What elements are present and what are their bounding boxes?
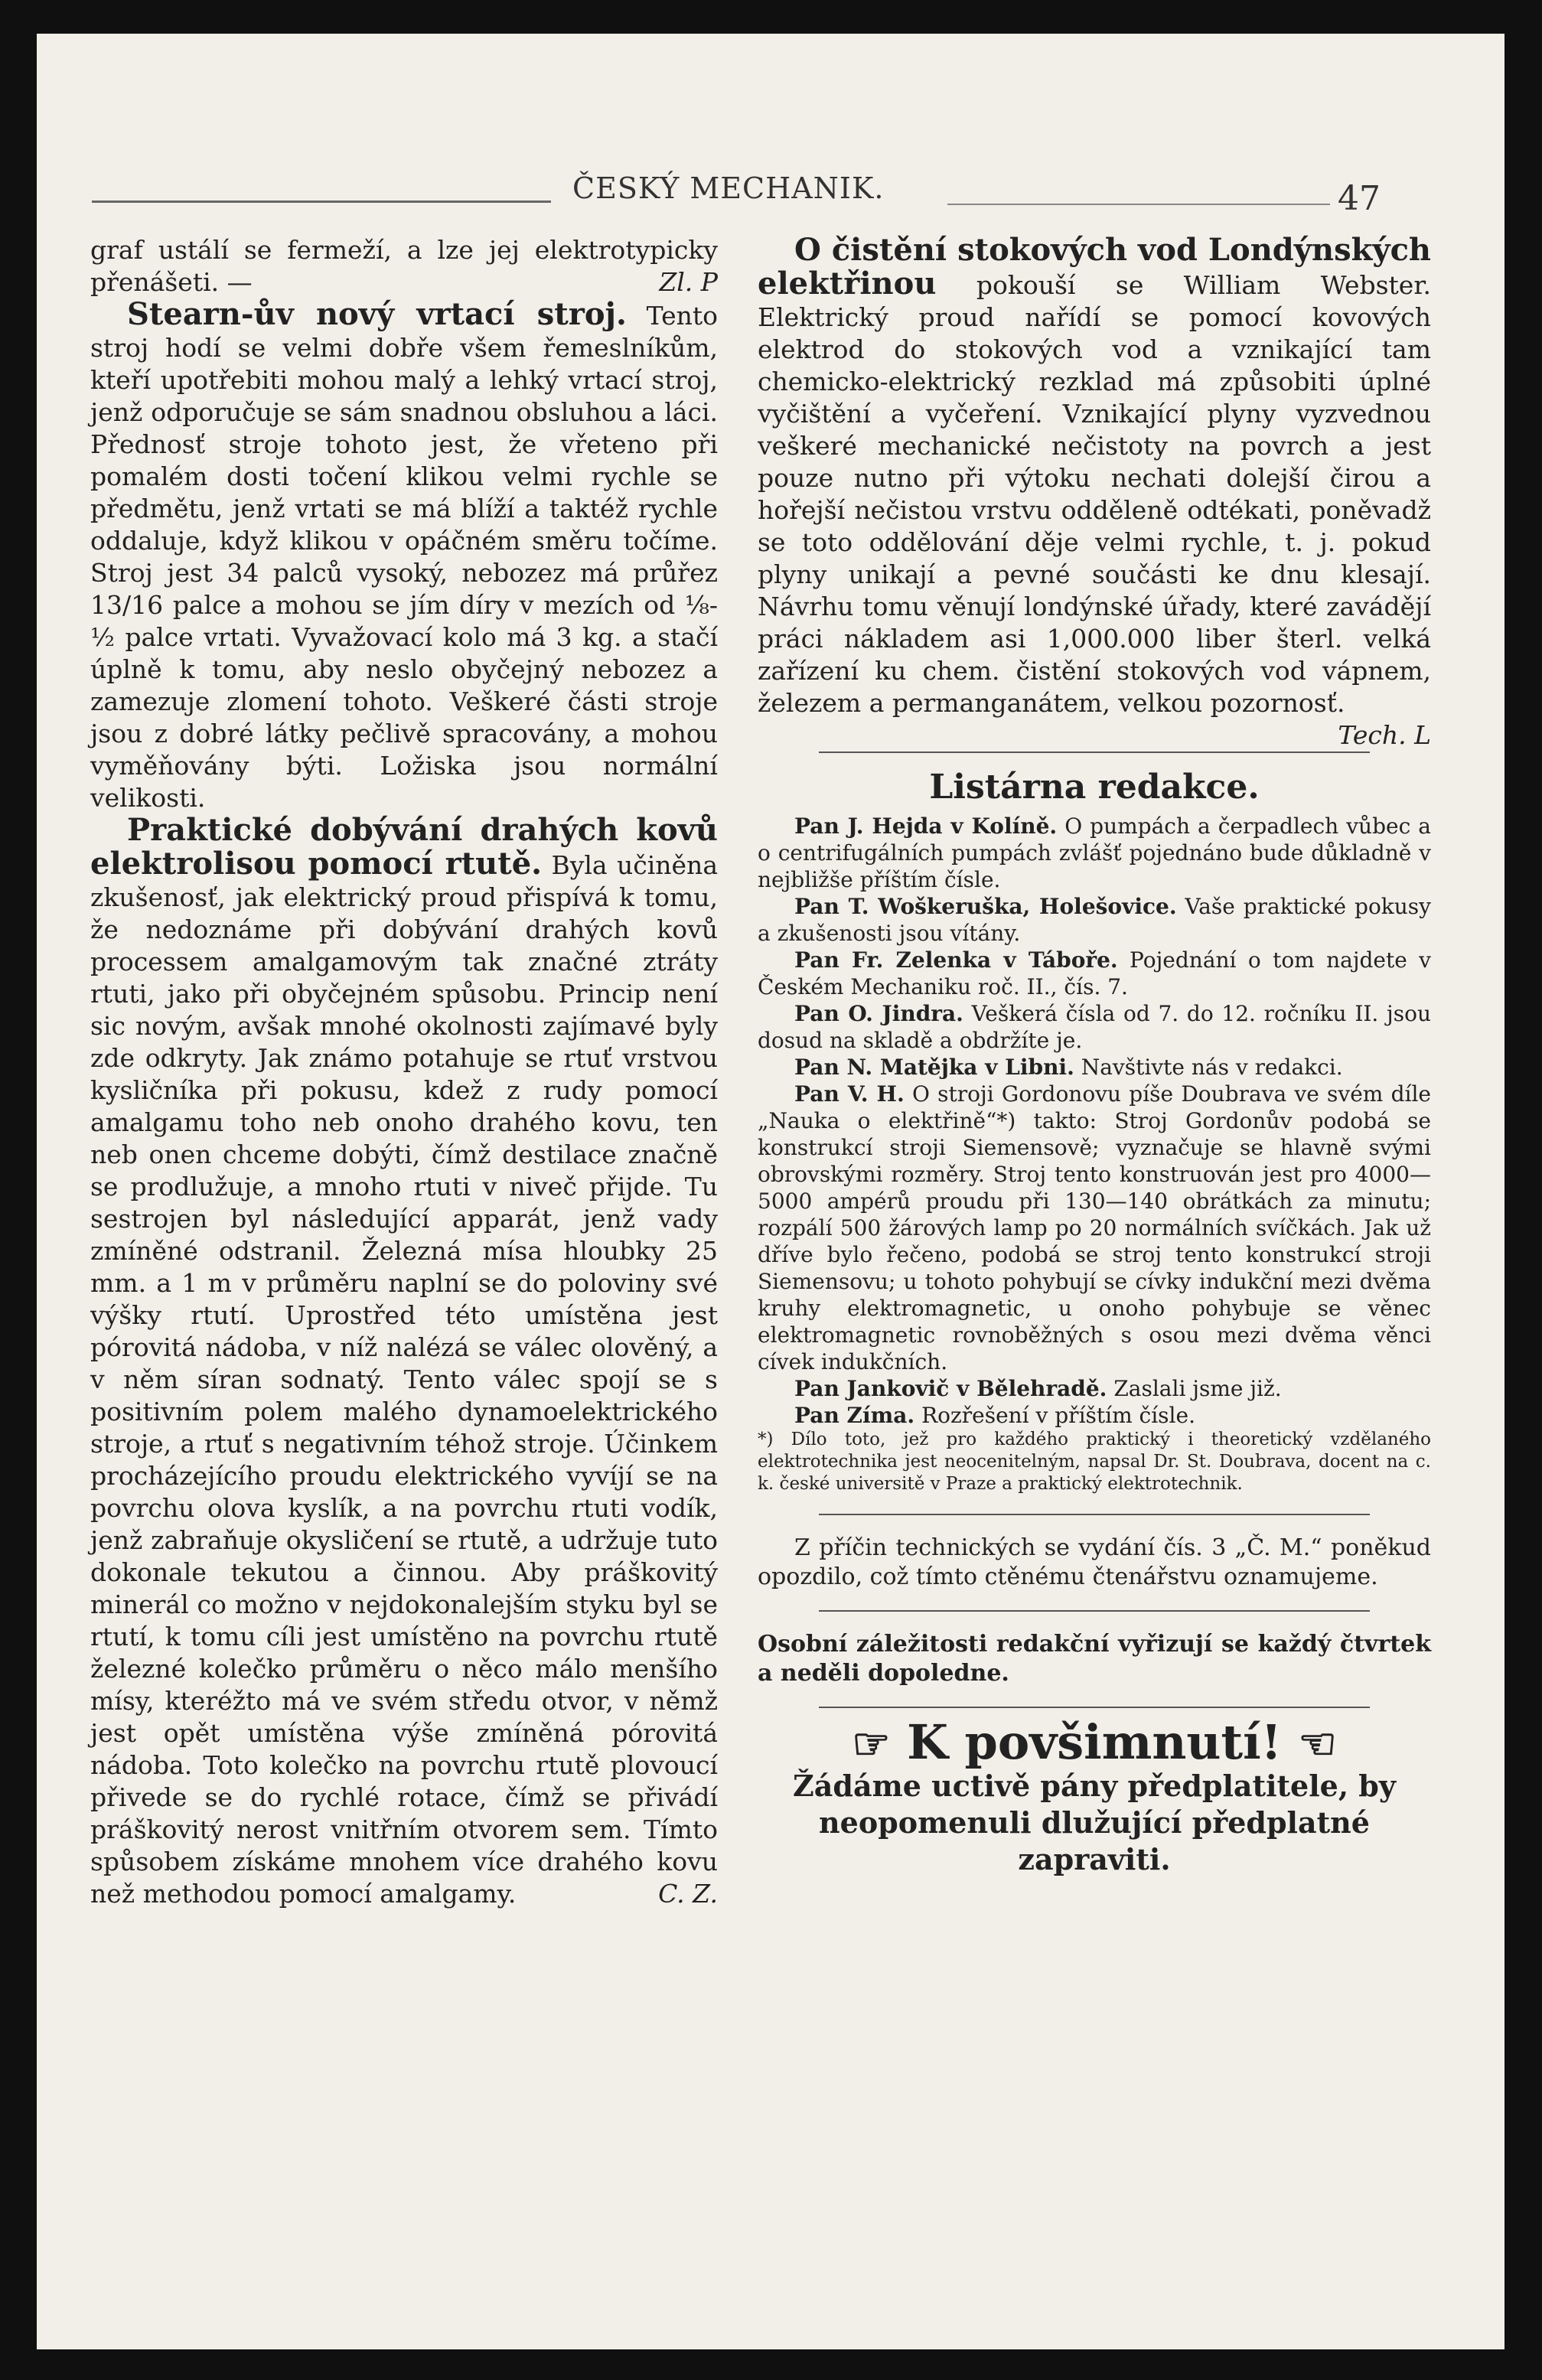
article-body: Tento stroj hodí se velmi dobře všem řemeslníkům, kteří upotřebiti mohou malý a lehký vrtací stroj, jenž odporučuje se sám snadnou obsluhou a láci. Přednosť stroje tohoto jest, že vřeteno při pomalém dosti točení klikou velmi rychle se předmětu, jenž vrtati se má blíží a taktéž rychle oddaluje, když klikou v opáčném směru točíme. Stroj jest 34 palců vysoký, nebozez má průřez 13/16 palce a mohou se jím díry v mezích od ⅛-½ palce vrtati. Vyvažovací kolo má 3 kg. a stačí úplně k tomu, aby neslo obyčejný nebozez a zamezuje zlomení tohoto. Veškeré části stroje jsou z dobré látky pečlivě spracovány, a mohou vyměňovány býti. Ložiska jsou normální velikosti. [90, 301, 718, 813]
section-rule [819, 1514, 1370, 1515]
letters-title: Listárna redakce. [929, 768, 1260, 807]
letter-recipient: Pan N. Matějka v Libni. [794, 1055, 1074, 1080]
letter-item [758, 1402, 1431, 1429]
section-rule [819, 751, 1370, 753]
letter-text: O stroji Gordonovu píše Doubrava ve svém díle „Nauka o elektřině“*) takto: Stroj Gordonův podobá se konstrukcí stroji Siemensově; vyznačuje se hlavně svými obrovskými rozměry. Stroj tento konstruován jest pro 4000—5000 ampérů proudu při 130—140 obrátkách za minutu; rozpálí 500 žárových lamp po 20 normálních svíčkách. Jak už dříve bylo řečeno, podobá se stroj tento konstrukcí stroji Siemensovu; u tohoto pohybují se cívky indukční mezi dvěma kruhy elektromagnetic, u onoho pohybuje se věnec elektromagnetic rovnoběžných s osou mezi dvěma věnci cívek indukčních. [758, 1081, 1431, 1374]
notice-office-hours: Osobní záležitosti redakční vyřizují se každý čtvrtek a neděli dopoledne. [758, 1631, 1431, 1687]
article-london [758, 232, 1431, 750]
letter-item [758, 1081, 1431, 1375]
letter-item [758, 893, 1431, 947]
signature: Tech. L [1338, 720, 1431, 750]
article-body: Byla učiněna zkušenosť, jak elektrický proud přispívá k tomu, že nedoznáme při dobývání drahých kovů processem amalgamovým tak značné ztráty rtuti, jako při obyčejném spůsobu. Princip není sic novým, avšak mnohé okolnosti zajímavé byly zde odkryty. Jak známo potahuje se rtuť vrstvou kysličníka při pokusu, kdež z rudy pomocí amalgamu toho neb onoho drahého kovu, ten neb onen chceme dobýti, čímž destilace značně se prodlužuje, a mnoho rtuti v niveč přijde. Tu sestrojen byl následující apparát, jenž vady zmíněné odstranil. Železná mísa hloubky 25 mm. a 1 m v průměru naplní se do poloviny své výšky rtutí. Uprostřed této umístěna jest pórovitá nádoba, v níž nalézá se válec olověný, a v něm síran sodnatý. Tento válec spojí se s positivním polem malého dynamoelektrického stroje, a rtuť s negativním téhož stroje. Účinkem procházejícího proudu elektrického vyvíjí se na povrchu olova kyslík, a na povrchu rtuti vodík, jenž zabraňuje okysličení se rtutě, a udržuje tuto dokonale tekutou a činnou. Aby práškovitý minerál co možno v nejdokonalejším styku byl se rtutí, k tomu cíli jest umístěno na povrchu rtutě železné kolečko průměru o něco málo menšího mísy, kteréžto má ve svém středu otvor, v němž jest opět umístěna výše zmíněná pórovitá nádoba. Toto kolečko na povrchu rtutě plovoucí přivede se do rychlé rotace, čímž se přivádí práškovitý nerost vnitřním otvorem sem. Tímto spůsobem získáme mnohem více drahého kovu než methodou pomocí amalgamy. [90, 850, 718, 1909]
attention-banner [758, 1714, 1431, 1770]
letter-text: Rozřešení v příštím čísle. [921, 1403, 1195, 1428]
letter-item [758, 947, 1431, 1000]
closing-appeal: Žádáme uctivě pány předplatitele, by neopomenuli dlužující předplatné zapraviti. [793, 1769, 1396, 1876]
letter-recipient: Pan Jankovič v Bělehradě. [794, 1376, 1107, 1401]
header-rule [947, 204, 1330, 205]
letters-list [758, 813, 1431, 1429]
footnote: *) Dílo toto, jež pro každého praktický i theoretický vzdělaného elektrotechnika jest neocenitelným, napsal Dr. St. Doubrava, docent na c. k. české universitě v Praze a praktický elektrotechnik. [758, 1430, 1431, 1494]
running-title: ČESKÝ MECHANIK. [572, 171, 885, 205]
section-rule [819, 1707, 1370, 1708]
article-heading: O čistění stokových vod Londýnských elektřinou [758, 232, 1431, 302]
article-heading: Stearn-ův nový vrtací stroj. [127, 296, 627, 332]
letter-text: Navštivte nás v redakci. [1081, 1055, 1343, 1080]
article-stearn [90, 298, 718, 814]
letter-recipient: Pan Fr. Zelenka v Táboře. [794, 947, 1118, 973]
letter-recipient: Pan T. Woškeruška, Holešovice. [794, 894, 1177, 919]
letter-item [758, 1375, 1431, 1402]
letter-item [758, 1000, 1431, 1054]
letter-item [758, 813, 1431, 893]
article-body: pokouší se William Webster. Elektrický proud nařídí se pomocí kovových elektrod do stokových vod a vznikající tam chemicko-elektrický rezklad má způsobiti úplné vyčištění a vyčeření. Vznikající plyny vyzvednou veškeré mechanické nečistoty na povrch a jest pouze nutno při výtoku nechati dolejší čirou a hořejší nečistou vrstvu odděleně odtékati, poněvadž se toto oddělování děje velmi rychle, t. j. pokud plyny unikají a pevné součásti ke dnu klesají. Návrhu tomu věnují londýnské úřady, které zavádějí práci nákladem asi 1,000.000 liber šterl. velká zařízení ku chem. čistění stokových vod vápnem, železem a permanganátem, velkou pozornosť. [758, 270, 1431, 718]
page-number: 47 [1338, 179, 1381, 218]
letter-recipient: Pan O. Jindra. [794, 1001, 963, 1026]
article-amalgam [90, 814, 718, 1910]
letter-text: Zaslali jsme již. [1113, 1376, 1282, 1401]
intro-paragraph: graf ustálí se fermeží, a lze jej elektrotypicky přenášeti. — Zl. P [90, 235, 718, 297]
header-rule [92, 201, 551, 203]
article-heading: Praktické dobývání drahých kovů elektrolisou pomocí rtutě. [90, 812, 718, 882]
letter-text: Veškerá čísla od 7. do 12. ročníku II. jsou dosud na skladě a obdržíte je. [758, 1001, 1432, 1053]
newspaper-page [37, 34, 1505, 2349]
letter-recipient: Pan V. H. [794, 1081, 905, 1107]
pointing-hand-icon: ☞ [852, 1719, 891, 1769]
letter-recipient: Pan J. Hejda v Kolíně. [794, 813, 1058, 839]
left-column [90, 234, 718, 1910]
section-rule [819, 1610, 1370, 1612]
pointing-hand-icon: ☜ [1298, 1719, 1337, 1769]
notice-delay: Z příčin technických se vydání čís. 3 „Č. M.“ poněkud opozdilo, což tímto ctěnému čtenářstvu oznamujeme. [758, 1534, 1431, 1590]
right-column [758, 234, 1431, 1878]
letter-item [758, 1054, 1431, 1081]
letter-recipient: Pan Zíma. [794, 1403, 915, 1428]
signature: Zl. P [659, 267, 718, 297]
letter-text: O pumpách a čerpadlech vůbec a o centrifugálních pumpách zvlášť pojednáno bude důkladně v nejbližše příštím čísle. [758, 813, 1431, 892]
signature: C. Z. [658, 1879, 718, 1909]
letter-text: Vaše praktické pokusy a zkušenosti jsou vítány. [758, 894, 1431, 946]
banner-text: K povšimnutí! [907, 1714, 1282, 1770]
letter-text: Pojednání o tom najdete v Českém Mechaniku roč. II., čís. 7. [758, 947, 1431, 999]
